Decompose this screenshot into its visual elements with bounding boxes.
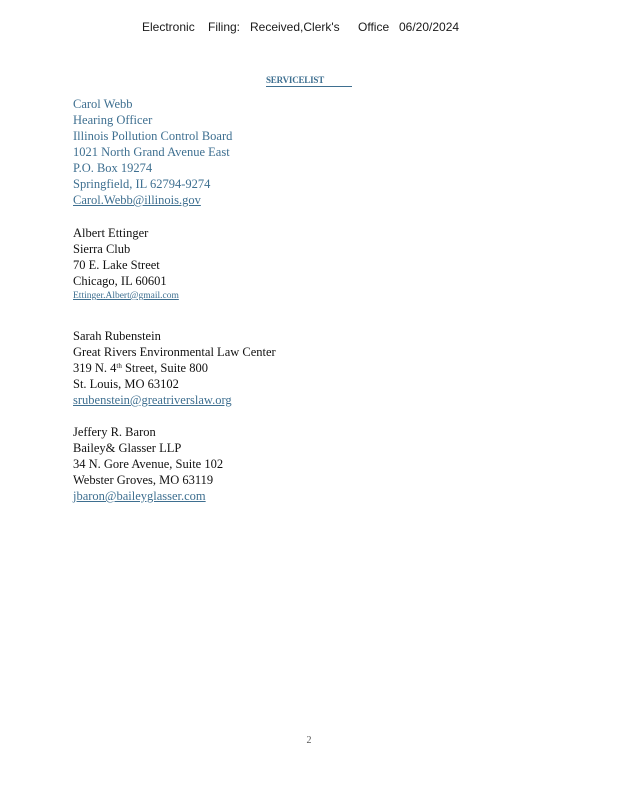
contact-name: Jeffery R. Baron (73, 425, 156, 439)
contact-line: 1021 North Grand Avenue East (73, 145, 230, 159)
header-received-clerks: Received,Clerk's (250, 20, 340, 34)
page-number: 2 (306, 735, 312, 746)
contact-line: 34 N. Gore Avenue, Suite 102 (73, 457, 224, 471)
contact-block-webb (73, 96, 232, 208)
header-filing: Filing: (208, 20, 241, 34)
contact-line: Springfield, IL 62794-9274 (73, 177, 211, 191)
email-link[interactable]: jbaron@baileyglasser.com (73, 489, 206, 503)
email-link[interactable]: Ettinger.Albert@gmail.com (73, 291, 179, 301)
contact-line: Hearing Officer (73, 113, 153, 127)
contact-line: Bailey& Glasser LLP (73, 441, 182, 455)
header-office: Office (358, 20, 390, 34)
header-date: 06/20/2024 (399, 20, 460, 34)
contact-block-baron (73, 424, 223, 504)
email-link[interactable]: Carol.Webb@illinois.gov (73, 193, 201, 207)
contact-block-ettinger (73, 225, 179, 303)
contact-line: St. Louis, MO 63102 (73, 377, 179, 391)
contact-block-rubenstein (73, 328, 276, 408)
contact-line: 70 E. Lake Street (73, 258, 160, 272)
filing-stamp-header (0, 20, 618, 38)
contact-street: 319 N. 4th Street, Suite 800 (73, 361, 208, 375)
email-link[interactable]: srubenstein@greatriverslaw.org (73, 393, 232, 407)
contact-line: Chicago, IL 60601 (73, 274, 167, 288)
contact-name: Carol Webb (73, 97, 133, 111)
contact-line: Great Rivers Environmental Law Center (73, 345, 276, 359)
contact-name: Sarah Rubenstein (73, 329, 161, 343)
contact-line: Webster Groves, MO 63119 (73, 473, 214, 487)
header-electronic: Electronic (142, 20, 195, 34)
contact-line: Sierra Club (73, 242, 131, 256)
contact-line: Illinois Pollution Control Board (73, 129, 233, 143)
contact-name: Albert Ettinger (73, 226, 149, 240)
contact-line: P.O. Box 19274 (73, 161, 153, 175)
service-list-title: SERVICELIST (266, 74, 352, 87)
